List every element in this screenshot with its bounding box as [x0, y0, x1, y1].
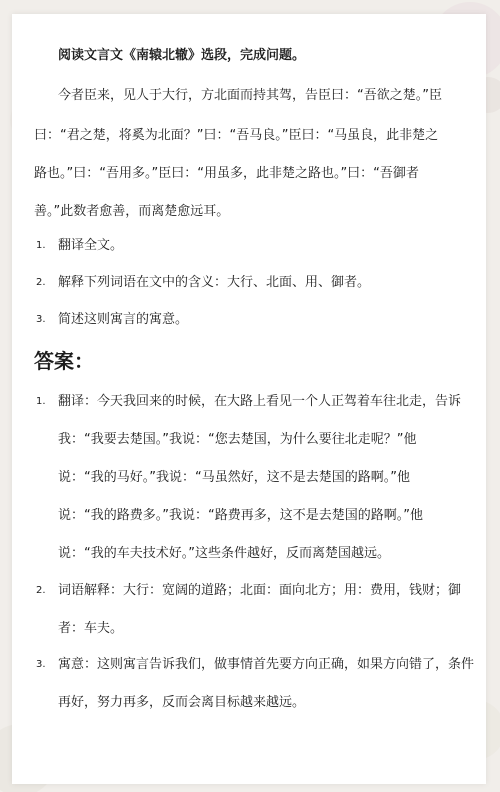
answer-heading: 答案： [34, 349, 94, 373]
answer-number: 2. [36, 585, 46, 596]
question-text: 翻译全文。 [58, 238, 124, 253]
question-number: 1. [36, 240, 46, 251]
passage-line: 今者臣来，见人于大行，方北面而持其驾，告臣曰：“吾欲之楚。”臣 [58, 88, 442, 103]
answer-line: 翻译：今天我回来的时候，在大路上看见一个人正驾着车往北走，告诉 [58, 394, 462, 409]
passage-line: 善。”此数者愈善，而离楚愈远耳。 [34, 204, 230, 219]
answer-line: 再好，努力再多，反而会离目标越来越远。 [58, 695, 306, 710]
answer-line: 寓意：这则寓言告诉我们，做事情首先要方向正确，如果方向错了，条件 [58, 657, 475, 672]
document-title: 阅读文言文《南辕北辙》选段，完成问题。 [58, 48, 306, 63]
question-number: 3. [36, 314, 46, 325]
answer-line: 说：“我的马好。”我说：“马虽然好，这不是去楚国的路啊。”他 [58, 470, 410, 485]
passage-line: 路也。”曰：“吾用多。”臣曰：“用虽多，此非楚之路也。”曰：“吾御者 [34, 166, 419, 181]
answer-number: 3. [36, 659, 46, 670]
answer-line: 词语解释：大行：宽阔的道路；北面：面向北方；用：费用，钱财；御 [58, 583, 462, 598]
question-text: 简述这则寓言的寓意。 [58, 312, 189, 327]
answer-number: 1. [36, 396, 46, 407]
question-number: 2. [36, 277, 46, 288]
answer-line: 说：“我的路费多。”我说：“路费再多，这不是去楚国的路啊。”他 [58, 508, 423, 523]
answer-line: 者：车夫。 [58, 621, 124, 636]
question-text: 解释下列词语在文中的含义：大行、北面、用、御者。 [58, 275, 371, 290]
answer-line: 说：“我的车夫技术好。”这些条件越好，反而离楚国越远。 [58, 546, 390, 561]
answer-line: 我：“我要去楚国。”我说：“您去楚国，为什么要往北走呢？”他 [58, 432, 417, 447]
passage-line: 曰：“君之楚，将奚为北面？”曰：“吾马良。”臣曰：“马虽良，此非楚之 [34, 128, 439, 143]
